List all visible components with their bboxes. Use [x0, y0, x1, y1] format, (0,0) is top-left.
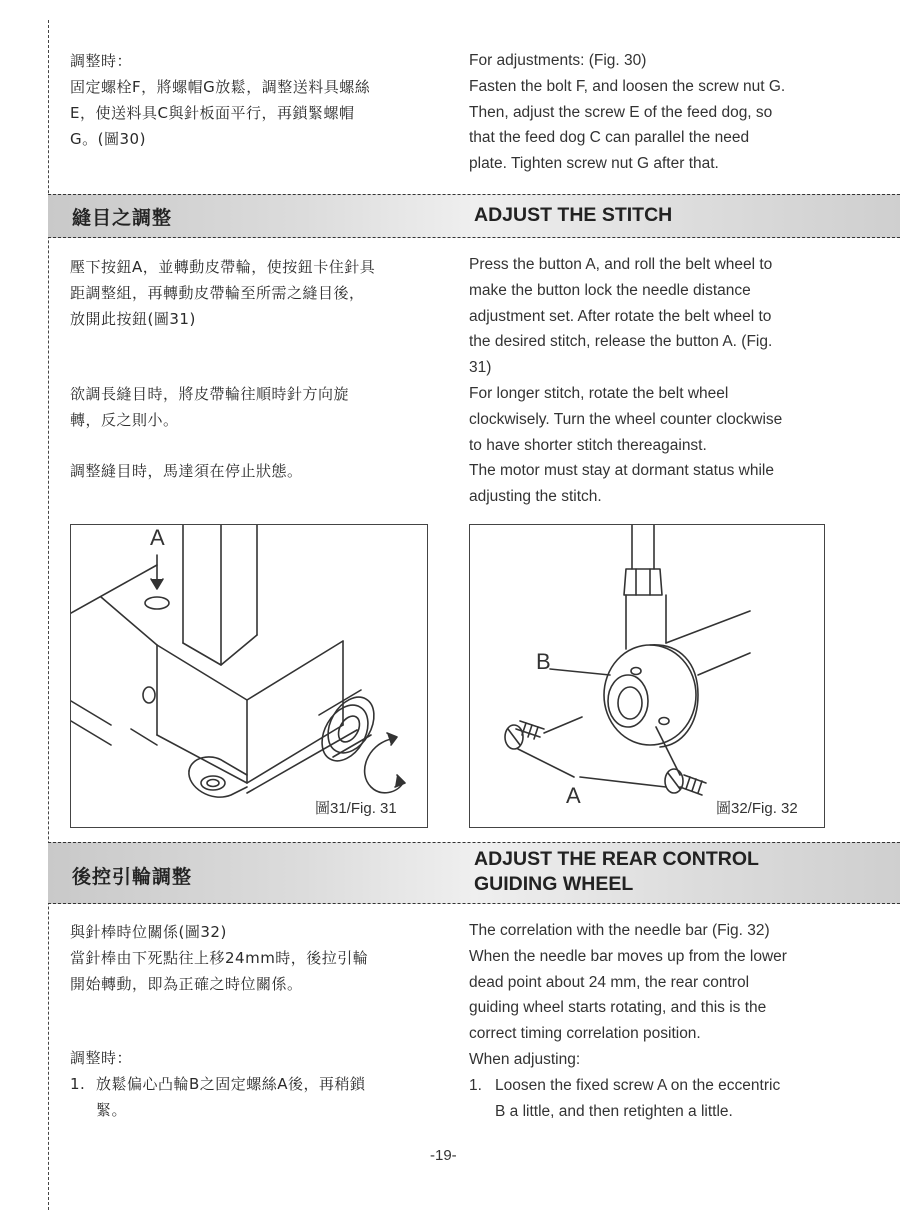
- section-title-en-rear-line: ADJUST THE REAR CONTROL: [474, 848, 759, 870]
- section-title-en-rear: [474, 847, 759, 897]
- intro-en-line: Then, adjust the screw E of the feed dog, so: [469, 103, 773, 121]
- figure-32-caption: 圖32/Fig. 32: [716, 800, 798, 817]
- rear-en-line: guiding wheel starts rotating, and this is the: [469, 999, 767, 1017]
- intro-en-line: Fasten the bolt F, and loosen the screw nut G.: [469, 77, 786, 95]
- section-title-en-stitch: ADJUST THE STITCH: [474, 204, 673, 226]
- stitch-zh-line: 壓下按鈕A，並轉動皮帶輪，使按鈕卡住針具: [70, 258, 376, 276]
- rear-en-line: correct timing correlation position.: [469, 1025, 701, 1043]
- intro-zh-line: G。(圖30): [70, 130, 146, 148]
- intro-en-line: For adjustments: (Fig. 30): [469, 52, 647, 69]
- stitch-en-line: adjusting the stitch.: [469, 488, 602, 506]
- rear-en-line: When the needle bar moves up from the lower: [469, 947, 787, 965]
- rear-en-list-item: [469, 1073, 889, 1099]
- figure-31-caption: 圖31/Fig. 31: [315, 800, 397, 817]
- stitch-zh-line: 放開此按鈕(圖31): [70, 310, 196, 328]
- stitch-en-line: the desired stitch, release the button A. (Fig.: [469, 333, 773, 351]
- stitch-en-line: 31): [469, 359, 492, 377]
- rear-zh-list-item: [70, 1071, 445, 1097]
- rear-zh-adjust-label: 調整時：: [70, 1049, 133, 1067]
- intro-zh-text: [70, 48, 440, 152]
- section-title-en-rear-line: GUIDING WHEEL: [474, 873, 634, 895]
- figure-31-label-a: A: [150, 525, 165, 550]
- section-title-zh-rear: 後控引輪調整: [72, 866, 193, 888]
- rear-zh-line: 開始轉動，即為正確之時位關係。: [70, 975, 303, 993]
- rear-en-text: [469, 918, 889, 1124]
- stitch-zh-para1: [70, 254, 445, 332]
- stitch-zh-para2: [70, 381, 445, 433]
- stitch-zh-line: 距調整組，再轉動皮帶輪至所需之縫目後，: [70, 284, 365, 302]
- stitch-en-line: The motor must stay at dormant status while: [469, 462, 774, 480]
- rear-en-item-text: Loosen the fixed screw A on the eccentric: [495, 1076, 781, 1094]
- figure-31: [70, 524, 428, 828]
- figure-32-label-b: B: [536, 649, 551, 674]
- rear-zh-line: 當針棒由下死點往上移24mm時，後拉引輪: [70, 949, 369, 967]
- stitch-en-line: Press the button A, and roll the belt wheel to: [469, 256, 773, 273]
- figure-32-label-a: A: [566, 783, 581, 808]
- stitch-en-line: adjustment set. After rotate the belt wheel to: [469, 307, 772, 325]
- intro-zh-line: E，使送料具C與針板面平行，再鎖緊螺帽: [70, 104, 355, 122]
- intro-en-line: that the feed dog C can parallel the need: [469, 129, 750, 147]
- rear-en-item-text: B a little, and then retighten a little.: [495, 1102, 733, 1120]
- stitch-zh-line: 調整縫目時，馬達須在停止狀態。: [70, 462, 303, 480]
- stitch-zh-line: 轉，反之則小。: [70, 411, 179, 429]
- stitch-en-line: clockwisely. Turn the wheel counter clockwise: [469, 410, 783, 428]
- rear-en-line: The correlation with the needle bar (Fig. 32): [469, 922, 770, 939]
- intro-en-line: plate. Tighten screw nut G after that.: [469, 155, 719, 173]
- stitch-en-line: make the button lock the needle distance: [469, 281, 751, 299]
- figure-32: [469, 524, 825, 828]
- stitch-en-text: [469, 252, 889, 510]
- list-number: 1.: [70, 1075, 86, 1093]
- page-number: -19-: [430, 1147, 457, 1164]
- rear-en-line: dead point about 24 mm, the rear control: [469, 973, 750, 991]
- rear-en-line: When adjusting:: [469, 1050, 581, 1068]
- section-title-zh-stitch: 縫目之調整: [72, 207, 173, 229]
- stitch-zh-line: 欲調長縫目時，將皮帶輪往順時針方向旋: [70, 385, 350, 403]
- rear-zh-adjust: [70, 1045, 445, 1123]
- rear-zh-item-text: 放鬆偏心凸輪B之固定螺絲A後，再稍鎖: [96, 1075, 366, 1093]
- rear-zh-para1: [70, 919, 445, 997]
- stitch-en-line: to have shorter stitch thereagainst.: [469, 436, 707, 454]
- intro-en-text: [469, 48, 889, 177]
- intro-zh-line: 固定螺栓F，將螺帽G放鬆，調整送料具螺絲: [70, 78, 371, 96]
- stitch-zh-para3: [70, 458, 445, 484]
- figure-32-drawing: [470, 525, 824, 827]
- intro-zh-line: 調整時：: [70, 52, 133, 70]
- list-number: 1.: [469, 1076, 482, 1094]
- stitch-en-line: For longer stitch, rotate the belt wheel: [469, 384, 729, 402]
- rear-zh-item-text: 緊。: [96, 1101, 128, 1119]
- rear-zh-line: 與針棒時位關係(圖32): [70, 923, 227, 941]
- figure-31-drawing: [71, 525, 427, 827]
